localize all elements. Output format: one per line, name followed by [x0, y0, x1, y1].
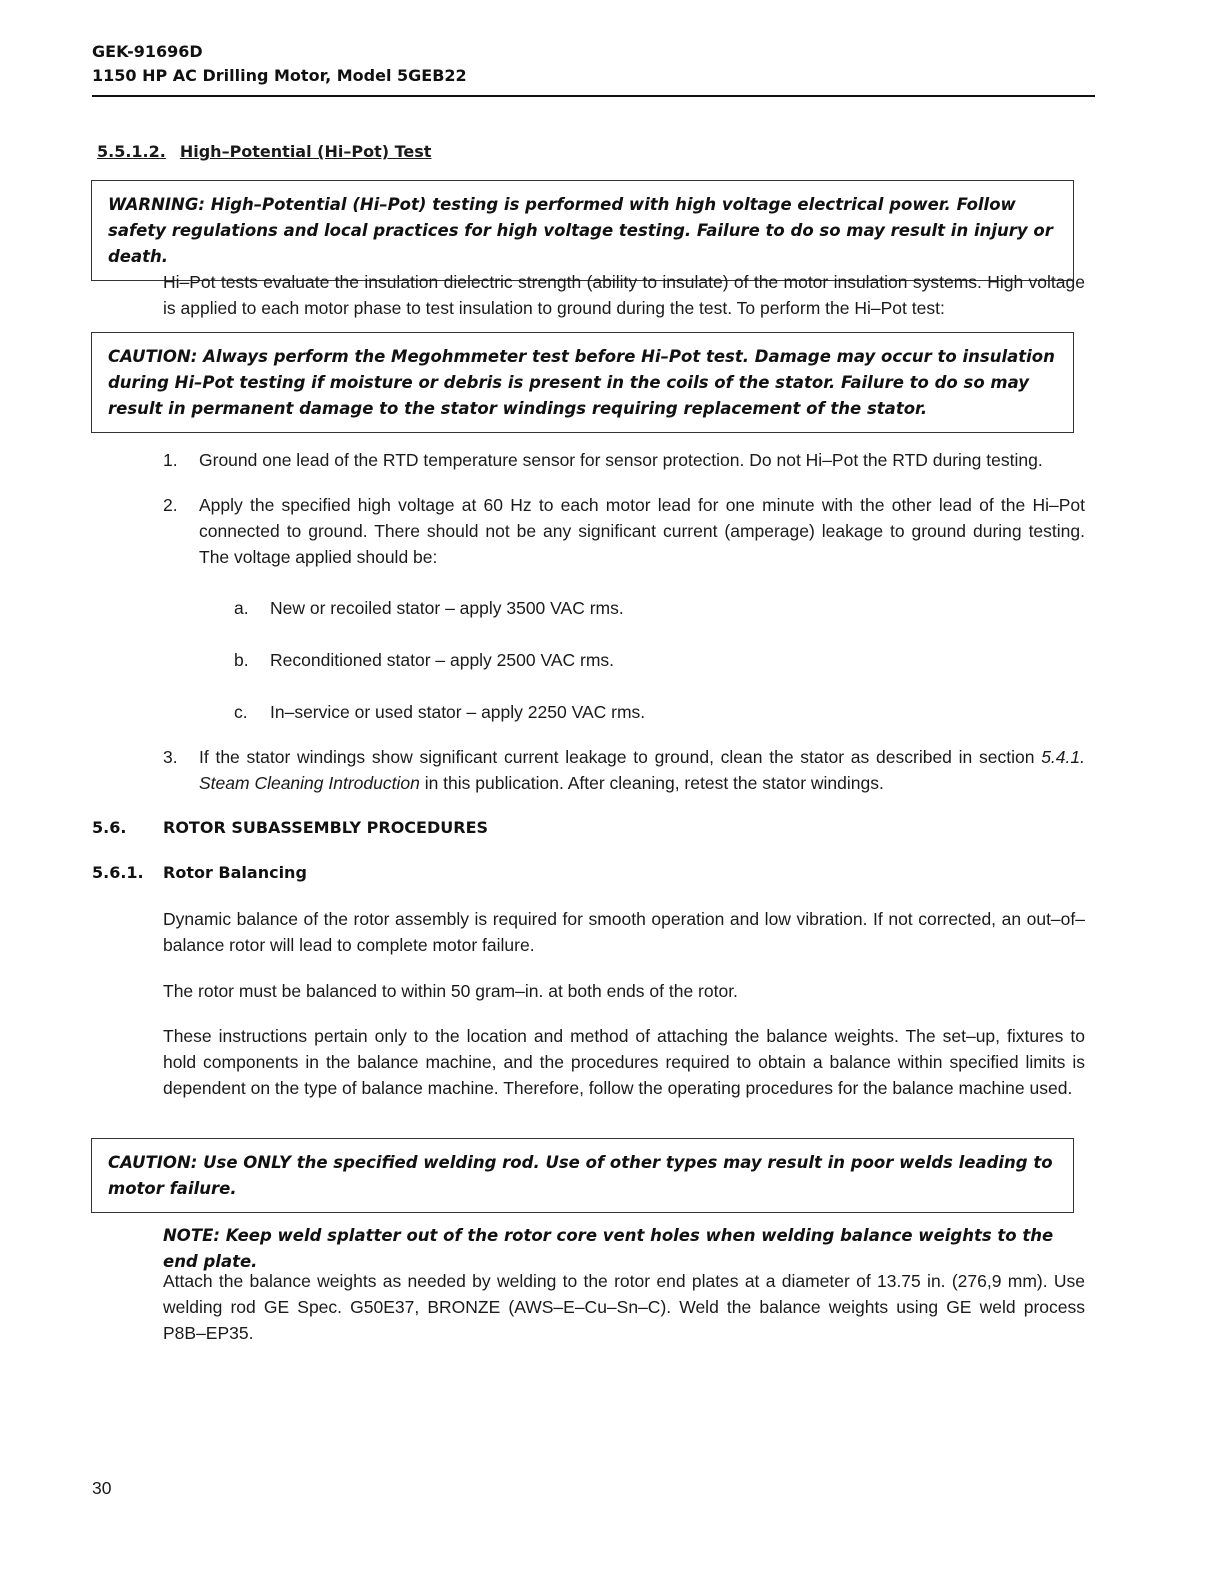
list-number: 2.: [163, 495, 178, 515]
section-title: ROTOR SUBASSEMBLY PROCEDURES: [163, 818, 489, 837]
section-heading-rotor: [92, 818, 488, 837]
sub-text: In–service or used stator – apply 2250 VAC rms.: [270, 702, 646, 722]
header-rule: [92, 95, 1095, 97]
list-item: [163, 447, 1085, 473]
list-text-start: If the stator windings show significant current leakage to ground, clean the stator as described in section: [199, 747, 1042, 767]
list-item: [163, 492, 1085, 570]
sub-text: Reconditioned stator – apply 2500 VAC rms.: [270, 650, 615, 670]
document-id: GEK-91696D: [92, 42, 203, 61]
sub-letter: c.: [234, 702, 248, 722]
attach-weights-paragraph: Attach the balance weights as needed by welding to the rotor end plates at a diameter of 13.75 in. (276,9 mm). Use welding rod GE Spec. G50E37, BRONZE (AWS–E–Cu–Sn–C). Weld the balance weights using GE weld process P8B–EP35.: [163, 1271, 1085, 1343]
section-reference-link[interactable]: 5.4.1. Steam Cleaning Introduction: [199, 747, 1085, 793]
balancing-paragraph: These instructions pertain only to the location and method of attaching the balance weights. The set–up, fixtures to hold components in the balance machine, and the procedures required to obtain a balance within specified limits is dependent on the type of balance machine. Therefore, follow the operating procedures for the balance machine used.: [163, 1026, 1085, 1098]
list-number: 3.: [163, 747, 178, 767]
section-title: Rotor Balancing: [163, 863, 307, 882]
list-text: [199, 744, 1085, 796]
balancing-paragraph: Dynamic balance of the rotor assembly is required for smooth operation and low vibration. If not corrected, an out–of–balance rotor will lead to complete motor failure.: [163, 909, 1085, 955]
caution-text: CAUTION: Always perform the Megohmmeter test before Hi–Pot test. Damage may occur to insulation during Hi–Pot testing if moisture or debris is present in the coils of the stator. Failure to do so may result in permanent damage to the stator windings requiring replacement of the stator.: [108, 347, 1055, 418]
section-heading-balancing: [92, 863, 307, 882]
page-number: 30: [92, 1478, 112, 1498]
voltage-item: [234, 647, 1084, 673]
balancing-paragraph: The rotor must be balanced to within 50 gram–in. at both ends of the rotor.: [163, 981, 738, 1001]
section-number: 5.6.: [92, 818, 127, 837]
caution-box-megohmmeter: [91, 332, 1074, 433]
list-text: Apply the specified high voltage at 60 Hz to each motor lead for one minute with the other lead of the Hi–Pot connected to ground. There should not be any significant current (amperage) leakage to ground during testing. The voltage applied should be:: [199, 495, 1085, 567]
document-title: 1150 HP AC Drilling Motor, Model 5GEB22: [92, 66, 467, 85]
caution-text: CAUTION: Use ONLY the specified welding rod. Use of other types may result in poor welds leading to motor failure.: [108, 1153, 1053, 1198]
warning-text: WARNING: High–Potential (Hi–Pot) testing is performed with high voltage electrical power. Follow safety regulations and local practices for high voltage testing. Failure to do so may result in injury or death.: [108, 195, 1053, 266]
voltage-item: [234, 699, 1084, 725]
list-number: 1.: [163, 450, 178, 470]
caution-box-welding-rod: [91, 1138, 1074, 1213]
section-number: 5.5.1.2.: [97, 142, 166, 161]
sub-letter: a.: [234, 598, 249, 618]
section-title: High–Potential (Hi–Pot) Test: [179, 142, 432, 161]
note-weld-splatter: NOTE: Keep weld splatter out of the rotor core vent holes when welding balance weights to the end plate.: [163, 1226, 1054, 1271]
list-text-end: in this publication. After cleaning, retest the stator windings.: [419, 773, 884, 793]
voltage-item: [234, 595, 1084, 621]
list-item: [163, 744, 1085, 796]
list-text: Ground one lead of the RTD temperature sensor for sensor protection. Do not Hi–Pot the RTD during testing.: [199, 450, 1043, 470]
section-heading-hipot: [97, 142, 431, 161]
page-header: [92, 40, 1095, 88]
hipot-intro-paragraph: Hi–Pot tests evaluate the insulation dielectric strength (ability to insulate) of the motor insulation systems. High voltage is applied to each motor phase to test insulation to ground during the test. To perform the Hi–Pot test:: [163, 272, 1085, 318]
section-number: 5.6.1.: [92, 863, 144, 882]
sub-letter: b.: [234, 650, 249, 670]
sub-text: New or recoiled stator – apply 3500 VAC rms.: [270, 598, 624, 618]
warning-box: [91, 180, 1074, 281]
